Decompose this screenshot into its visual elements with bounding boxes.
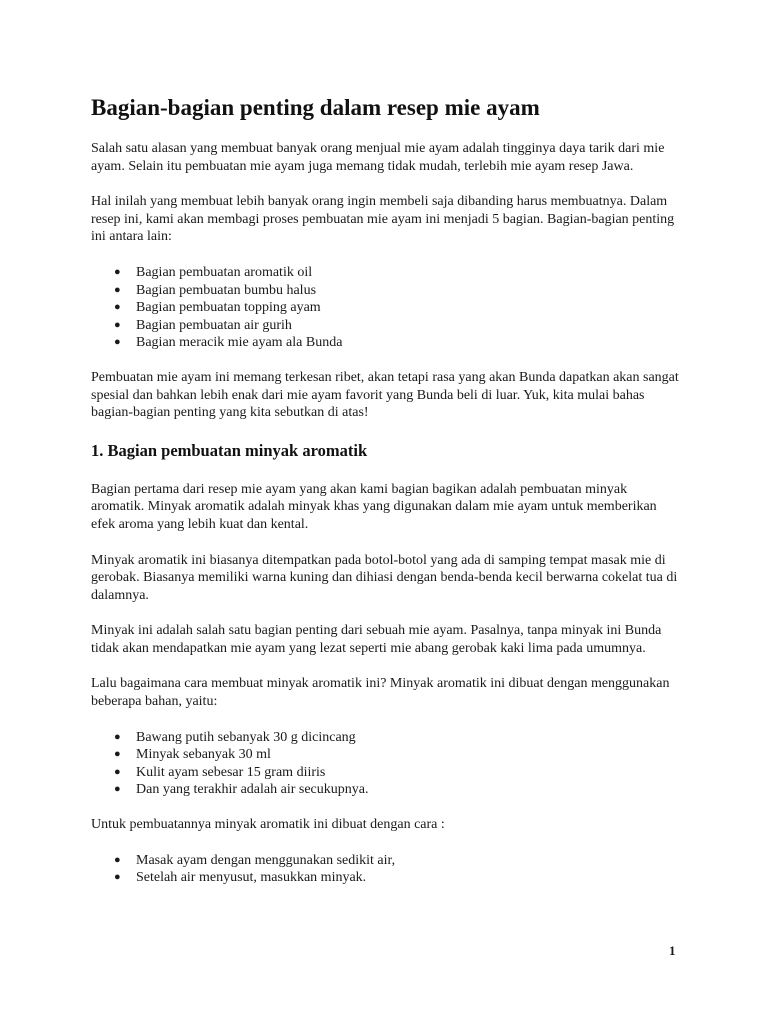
section-1-paragraph-2: Minyak aromatik ini biasanya ditempatkan pada botol-botol yang ada di samping tempat masak mie di gerobak. Biasanya memiliki warna kuning dan dihiasi dengan benda-benda kecil berwarna cokelat tua di dalamnya. bbox=[91, 552, 678, 603]
bullet-icon: ● bbox=[114, 853, 121, 866]
intro-paragraph-1: Salah satu alasan yang membuat banyak orang menjual mie ayam adalah tingginya daya tarik dari mie ayam. Selain itu pembuatan mie ayam juga memang tidak mudah, terlebih mie ayam resep Jawa. bbox=[91, 141, 665, 174]
list-item bbox=[91, 334, 681, 352]
document-page bbox=[91, 94, 681, 904]
list-item bbox=[91, 746, 681, 764]
list-item-text: Bawang putih sebanyak 30 g dicincang bbox=[136, 729, 356, 745]
list-item-text: Bagian meracik mie ayam ala Bunda bbox=[136, 335, 343, 351]
bullet-icon: ● bbox=[114, 336, 121, 349]
list-item bbox=[91, 852, 681, 870]
bullet-icon: ● bbox=[114, 783, 121, 796]
bullet-icon: ● bbox=[114, 265, 121, 278]
ingredients-list bbox=[91, 729, 681, 799]
bullet-icon: ● bbox=[114, 748, 121, 761]
list-item bbox=[91, 729, 681, 747]
bullet-icon: ● bbox=[114, 730, 121, 743]
intro-paragraph-2: Hal inilah yang membuat lebih banyak orang ingin membeli saja dibanding harus membuatnya. Dalam resep ini, kami akan membagi proses pembuatan mie ayam ini menjadi 5 bagian. Bagian-bagian penting ini antara lain: bbox=[91, 194, 675, 245]
after-list-paragraph: Pembuatan mie ayam ini memang terkesan ribet, akan tetapi rasa yang akan Bunda dapatkan akan sangat spesial dan bahkan lebih enak dari mie ayam favorit yang Bunda beli di luar. Yuk, kita mulai bahas bagian-bagian penting yang kita sebutkan di atas! bbox=[91, 369, 679, 421]
list-item-text: Bagian pembuatan air gurih bbox=[136, 317, 292, 333]
list-item-text: Bagian pembuatan topping ayam bbox=[136, 300, 321, 316]
section-1-heading: 1. Bagian pembuatan minyak aromatik bbox=[91, 440, 368, 460]
bullet-icon: ● bbox=[114, 283, 121, 296]
list-item-text: Masak ayam dengan menggunakan sedikit air, bbox=[136, 852, 396, 868]
list-item-text: Kulit ayam sebesar 15 gram diiris bbox=[136, 764, 326, 780]
bullet-icon: ● bbox=[114, 871, 121, 884]
list-item-text: Dan yang terakhir adalah air secukupnya. bbox=[136, 782, 369, 798]
page-number: 1 bbox=[669, 943, 676, 958]
list-item bbox=[91, 299, 681, 317]
list-item bbox=[91, 781, 681, 799]
list-item-text: Setelah air menyusut, masukkan minyak. bbox=[136, 870, 367, 886]
list-item bbox=[91, 317, 681, 335]
steps-list bbox=[91, 852, 681, 887]
list-item bbox=[91, 764, 681, 782]
list-item-text: Bagian pembuatan bumbu halus bbox=[136, 282, 317, 298]
list-item-text: Bagian pembuatan aromatik oil bbox=[136, 264, 313, 280]
section-1-paragraph-3: Minyak ini adalah salah satu bagian penting dari sebuah mie ayam. Pasalnya, tanpa minyak ini Bunda tidak akan mendapatkan mie ayam yang lezat seperti mie abang gerobak kaki lima pada umumnya. bbox=[91, 623, 662, 656]
parts-list bbox=[91, 264, 681, 352]
bullet-icon: ● bbox=[114, 301, 121, 314]
bullet-icon: ● bbox=[114, 765, 121, 778]
list-item bbox=[91, 282, 681, 300]
method-intro: Untuk pembuatannya minyak aromatik ini dibuat dengan cara : bbox=[91, 817, 445, 833]
bullet-icon: ● bbox=[114, 318, 121, 331]
list-item bbox=[91, 869, 681, 887]
section-1-paragraph-1: Bagian pertama dari resep mie ayam yang akan kami bagian bagikan adalah pembuatan minyak aromatik. Minyak aromatik adalah minyak khas yang digunakan dalam mie ayam untuk memberikan efek aroma yang lebih kuat dan kental. bbox=[91, 481, 657, 532]
section-1-paragraph-4: Lalu bagaimana cara membuat minyak aromatik ini? Minyak aromatik ini dibuat dengan menggunakan beberapa bahan, yaitu: bbox=[91, 676, 670, 710]
list-item bbox=[91, 264, 681, 282]
list-item-text: Minyak sebanyak 30 ml bbox=[136, 747, 271, 763]
document-title: Bagian-bagian penting dalam resep mie ayam bbox=[91, 95, 540, 120]
